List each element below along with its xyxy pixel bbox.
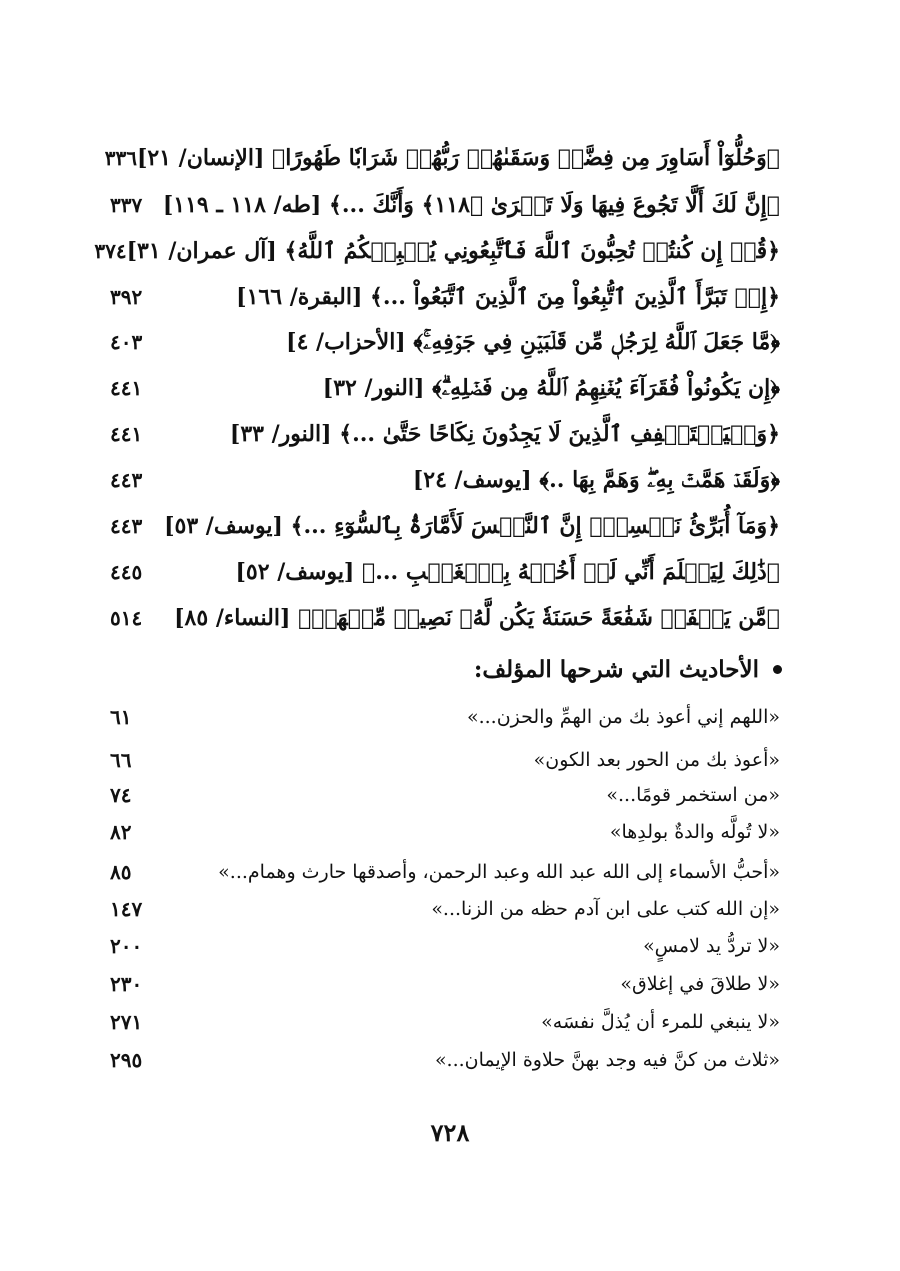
hadith-text: «لا تردُّ يد لامسٍ» <box>643 935 780 957</box>
section-heading <box>474 656 782 683</box>
page-number: ٧٢٨ <box>430 1118 470 1147</box>
hadith-row <box>110 740 780 780</box>
verse-page: ٣٣٦ <box>104 146 137 170</box>
verse-text: ﴿وَمَآ أُبَرِّئُ نَفۡسِيٓۚ إِنَّ ٱلنَّفۡسَ لَأَمَّارَةُۢ بِٱلسُّوٓءِ ...﴾ [يوسف/ ٥٣] <box>164 513 780 539</box>
verse-row <box>110 368 780 408</box>
verse-row <box>110 460 780 500</box>
section-heading-text: الأحاديث التي شرحها المؤلف: <box>473 656 759 683</box>
hadith-page: ٨٥ <box>110 860 132 884</box>
verse-row <box>110 506 780 546</box>
verse-row <box>110 277 780 317</box>
hadith-page: ٧٤ <box>110 783 132 807</box>
verse-row <box>110 414 780 454</box>
hadith-text: «ثلاث من كنَّ فيه وجد بهنَّ حلاوة الإيمان...» <box>434 1049 780 1071</box>
hadith-row <box>110 1002 780 1042</box>
verse-text: ﴿وَلَقَدۡ هَمَّتۡ بِهِۦۖ وَهَمَّ بِهَا ..﴾ [يوسف/ ٢٤] <box>412 467 780 493</box>
verse-row <box>110 552 780 592</box>
verse-text: ﴿مَّن يَشۡفَعۡ شَفَٰعَةً حَسَنَةٗ يَكُن لَّهُۥ نَصِيبٞ مِّنۡهَاۖ﴾ [النساء/ ٨٥] <box>174 605 780 631</box>
hadith-row <box>110 852 780 892</box>
hadith-page: ٢٩٥ <box>110 1048 143 1072</box>
verse-page: ٤٤١ <box>110 376 143 400</box>
hadith-page: ٦٦ <box>110 748 132 772</box>
hadith-page: ٢٠٠ <box>110 934 143 958</box>
hadith-row <box>110 812 780 852</box>
hadith-page: ٨٢ <box>110 820 132 844</box>
verse-page: ٣٧٤ <box>94 239 127 263</box>
verse-page: ٣٣٧ <box>110 193 143 217</box>
verse-page: ٤٠٣ <box>110 330 143 354</box>
hadith-text: «اللهم إني أعوذ بك من الهمِّ والحزن...» <box>466 706 780 728</box>
hadith-page: ٢٣٠ <box>110 972 143 996</box>
verse-row <box>94 231 780 271</box>
hadith-row <box>110 1040 780 1080</box>
verse-row <box>110 185 780 225</box>
verse-page: ٥١٤ <box>110 606 143 630</box>
verse-page: ٤٤٥ <box>110 560 143 584</box>
hadith-text: «لا طلاقَ في إغلاق» <box>620 973 780 995</box>
hadith-text: «لا تُولَّه والدةٌ بولدِها» <box>609 821 780 843</box>
hadith-text: «لا ينبغي للمرء أن يُذلَّ نفسَه» <box>541 1011 780 1033</box>
verse-row <box>110 322 780 362</box>
hadith-page: ١٤٧ <box>110 897 143 921</box>
verse-page: ٤٤٣ <box>110 468 143 492</box>
hadith-page: ٦١ <box>110 705 132 729</box>
hadith-row <box>110 964 780 1004</box>
verse-text: ﴿قُلۡ إِن كُنتُمۡ تُحِبُّونَ ٱللَّهَ فَٱتَّبِعُونِي يُحۡبِبۡكُمُ ٱللَّهُ﴾ [آل عمران/ ٣١] <box>126 238 780 264</box>
hadith-page: ٢٧١ <box>110 1010 143 1034</box>
verse-text: ﴿وَلۡيَسۡتَعۡفِفِ ٱلَّذِينَ لَا يَجِدُونَ نِكَاحًا حَتَّىٰ ...﴾ [النور/ ٣٣] <box>229 421 780 447</box>
verse-page: ٤٤١ <box>110 422 143 446</box>
verse-text: ﴿مَّا جَعَلَ ٱللَّهُ لِرَجُلٖ مِّن قَلۡبَيۡنِ فِي جَوۡفِهِۦۚ﴾ [الأحزاب/ ٤] <box>286 329 780 355</box>
verse-row <box>104 138 780 178</box>
verse-text: ﴿إِنَّ لَكَ أَلَّا تَجُوعَ فِيهَا وَلَا تَعۡرَىٰ ﴿١١٨﴾ وَأَنَّكَ ...﴾ [طه/ ١١٨ ـ ١١٩] <box>162 192 780 218</box>
hadith-row <box>110 889 780 929</box>
verse-page: ٤٤٣ <box>110 514 143 538</box>
verse-text: ﴿إِذۡ تَبَرَّأَ ٱلَّذِينَ ٱتُّبِعُواْ مِنَ ٱلَّذِينَ ٱتَّبَعُواْ ...﴾ [البقرة/ ١٦٦] <box>236 284 780 310</box>
verse-row <box>110 598 780 638</box>
verse-text: ﴿إِن يَكُونُواْ فُقَرَآءَ يُغۡنِهِمُ ٱللَّهُ مِن فَضۡلِهِۦۗ﴾ [النور/ ٣٢] <box>322 375 780 401</box>
hadith-text: «من استخمر قومًا...» <box>606 784 780 806</box>
hadith-text: «إن الله كتب على ابن آدم حظه من الزنا...» <box>431 898 780 920</box>
hadith-row <box>110 697 780 737</box>
verse-page: ٣٩٢ <box>110 285 143 309</box>
hadith-row <box>110 775 780 815</box>
bullet-icon <box>773 665 782 674</box>
hadith-row <box>110 926 780 966</box>
verse-text: ﴿ذَٰلِكَ لِيَعۡلَمَ أَنِّي لَمۡ أَخُنۡهُ بِٱلۡغَيۡبِ ...﴾ [يوسف/ ٥٢] <box>235 559 780 585</box>
hadith-text: «أعوذ بك من الحور بعد الكون» <box>533 749 780 771</box>
verse-text: ﴿وَحُلُّوٓاْ أَسَاوِرَ مِن فِضَّةٖ وَسَقَىٰهُمۡ رَبُّهُمۡ شَرَابٗا طَهُورًا﴾ [الإنسان/ ٢١] <box>136 145 780 171</box>
hadith-text: «أحبُّ الأسماء إلى الله عبد الله وعبد الرحمن، وأصدقها حارث وهمام...» <box>218 861 780 883</box>
